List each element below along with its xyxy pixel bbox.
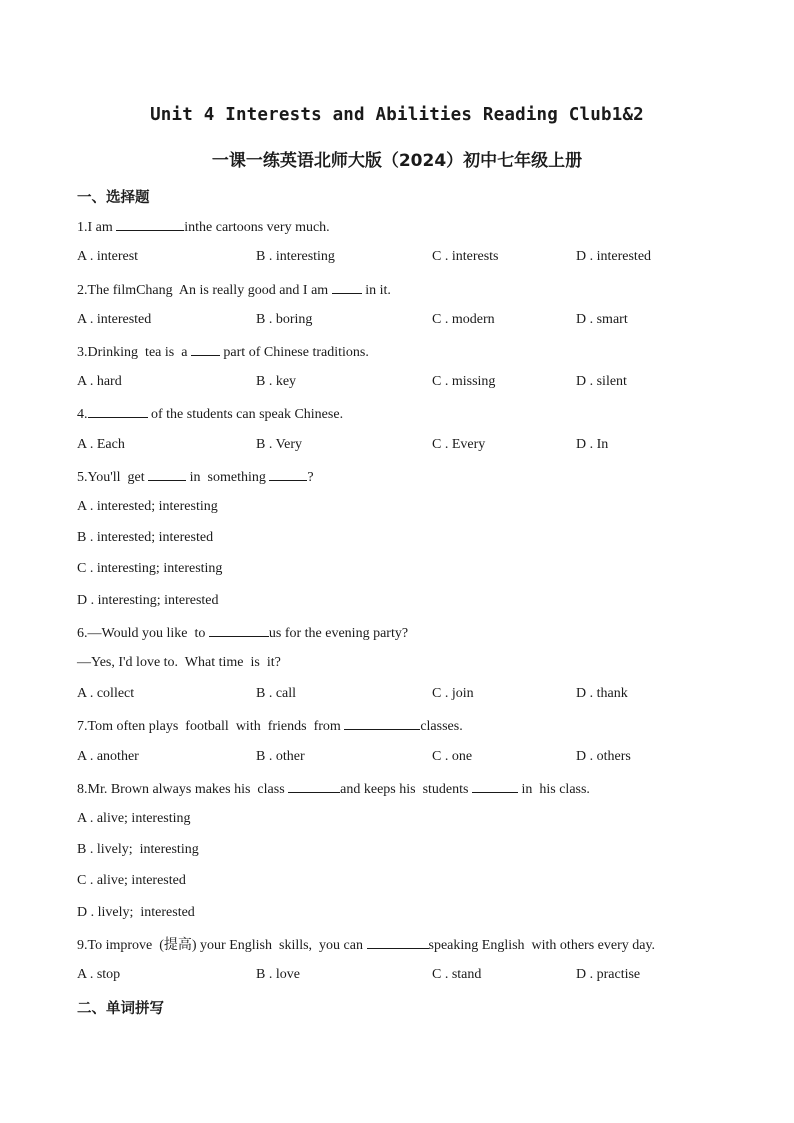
answer-blank[interactable] — [209, 623, 269, 637]
question-6-stem — [77, 623, 408, 643]
question-4-stem — [77, 404, 343, 424]
question-stem-text: us for the evening party? — [268, 626, 409, 641]
question-5-stem — [77, 467, 314, 487]
option-d[interactable]: D . lively; interested — [77, 905, 195, 920]
option-b[interactable]: B . interested; interested — [77, 530, 214, 545]
option-c[interactable]: C . modern — [432, 312, 495, 327]
answer-blank[interactable] — [88, 404, 148, 418]
answer-blank[interactable] — [148, 467, 186, 481]
question-8-stem — [77, 779, 590, 799]
section-heading-choice: 一、选择题 — [77, 190, 150, 206]
question-stem-text: ? — [307, 470, 314, 485]
question-stem-text: speaking English with others every day. — [428, 938, 656, 953]
question-stem-text: in something — [186, 470, 270, 485]
question-6-reply: —Yes, I'd love to. What time is it? — [77, 655, 281, 670]
question-stem-text: 4. — [77, 407, 88, 422]
option-c[interactable]: C . alive; interested — [77, 873, 186, 888]
option-c[interactable]: C . join — [432, 686, 474, 701]
question-stem-text: inthe cartoons very much. — [184, 220, 330, 235]
question-7-stem — [77, 716, 463, 736]
answer-blank[interactable] — [269, 467, 307, 481]
option-b[interactable]: B . key — [256, 374, 297, 389]
document-subtitle: 一课一练英语北师大版（2024）初中七年级上册 — [211, 151, 583, 171]
option-b[interactable]: B . Very — [256, 437, 303, 452]
question-stem-text: and keeps his students — [340, 782, 472, 797]
option-b[interactable]: B . love — [256, 967, 300, 982]
option-a[interactable]: A . interested; interesting — [77, 499, 218, 514]
option-c[interactable]: C . Every — [432, 437, 486, 452]
question-stem-text: 5.You'll get — [77, 470, 149, 485]
option-a[interactable]: A . another — [77, 749, 139, 764]
question-stem-text: 9.To improve (提高) your English skills, you can — [77, 938, 367, 953]
question-2-stem — [77, 280, 391, 300]
option-a[interactable]: A . collect — [77, 686, 135, 701]
question-stem-text: 8.Mr. Brown always makes his class — [77, 782, 289, 797]
question-stem-text: of the students can speak Chinese. — [147, 407, 344, 422]
option-d[interactable]: D . smart — [576, 312, 628, 327]
option-c[interactable]: C . stand — [432, 967, 482, 982]
question-stem-text: 7.Tom often plays football with friends from — [77, 719, 345, 734]
option-a[interactable]: A . interest — [77, 249, 139, 264]
question-stem-text: in his class. — [517, 782, 590, 797]
option-b[interactable]: B . other — [256, 749, 305, 764]
question-3-stem — [77, 342, 369, 362]
answer-blank[interactable] — [344, 716, 420, 730]
answer-blank[interactable] — [367, 935, 429, 949]
option-d[interactable]: D . interesting; interested — [77, 593, 219, 608]
option-b[interactable]: B . lively; interesting — [77, 842, 199, 857]
option-d[interactable]: D . others — [576, 749, 631, 764]
document-title: Unit 4 Interests and Abilities Reading Club1&2 — [150, 105, 644, 125]
option-d[interactable]: D . thank — [576, 686, 628, 701]
option-d[interactable]: D . practise — [576, 967, 641, 982]
option-b[interactable]: B . interesting — [256, 249, 335, 264]
question-stem-text: classes. — [420, 719, 463, 734]
option-a[interactable]: A . stop — [77, 967, 121, 982]
section-heading-spelling: 二、单词拼写 — [77, 1001, 164, 1017]
option-c[interactable]: C . missing — [432, 374, 496, 389]
option-a[interactable]: A . interested — [77, 312, 152, 327]
option-b[interactable]: B . boring — [256, 312, 313, 327]
option-b[interactable]: B . call — [256, 686, 297, 701]
answer-blank[interactable] — [191, 342, 220, 356]
question-9-stem — [77, 935, 655, 955]
option-a[interactable]: A . Each — [77, 437, 125, 452]
answer-blank[interactable] — [332, 280, 362, 294]
option-a[interactable]: A . hard — [77, 374, 122, 389]
option-c[interactable]: C . interesting; interesting — [77, 561, 223, 576]
option-d[interactable]: D . In — [576, 437, 609, 452]
option-d[interactable]: D . silent — [576, 374, 627, 389]
question-stem-text: in it. — [361, 283, 391, 298]
option-c[interactable]: C . interests — [432, 249, 499, 264]
option-d[interactable]: D . interested — [576, 249, 652, 264]
answer-blank[interactable] — [472, 779, 518, 793]
question-stem-text: 6.—Would you like to — [77, 626, 209, 641]
question-stem-text: part of Chinese traditions. — [219, 345, 369, 360]
answer-blank[interactable] — [116, 217, 184, 231]
option-a[interactable]: A . alive; interesting — [77, 811, 191, 826]
answer-blank[interactable] — [288, 779, 340, 793]
question-stem-text: 2.The filmChang An is really good and I am — [77, 283, 332, 298]
option-c[interactable]: C . one — [432, 749, 473, 764]
question-1-stem — [77, 217, 330, 237]
question-stem-text: 3.Drinking tea is a — [77, 345, 191, 360]
question-stem-text: 1.I am — [77, 220, 117, 235]
